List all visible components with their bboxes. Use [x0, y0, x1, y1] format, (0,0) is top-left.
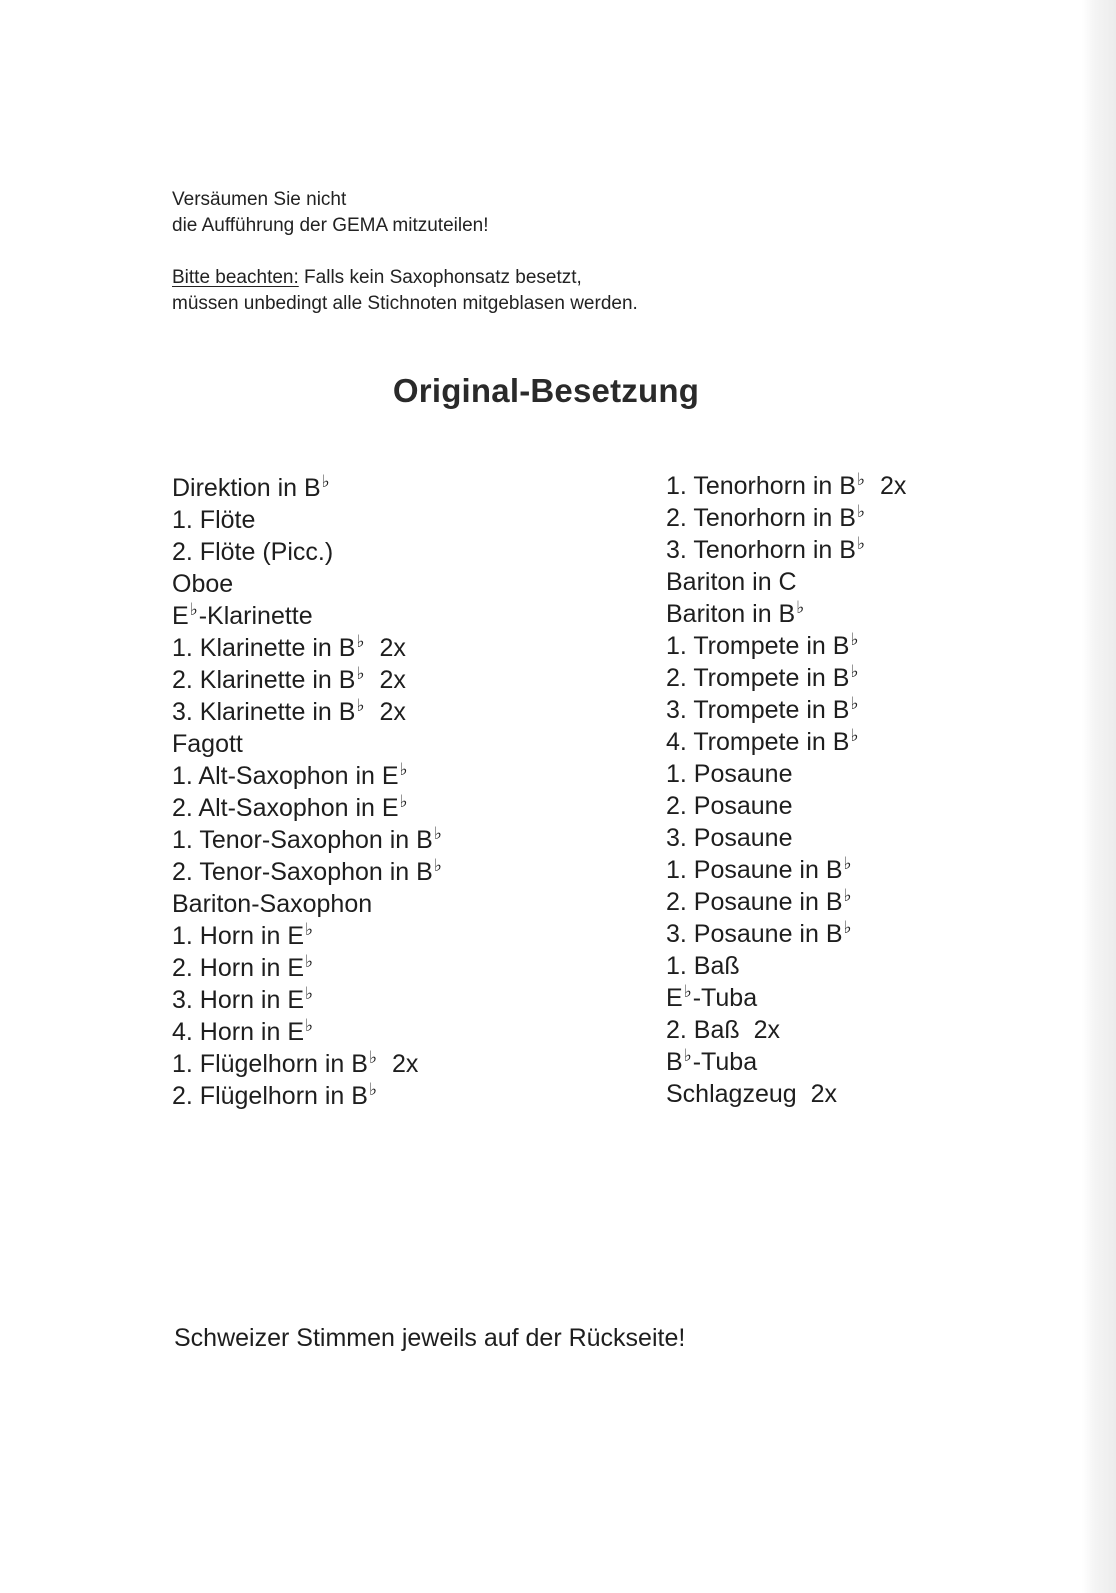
instrument-name: 2. Alt-Saxophon in E	[172, 794, 399, 822]
instrument-name: 1. Horn in E	[172, 922, 305, 950]
instrument-part	[666, 630, 906, 662]
saxophone-note-label: Bitte beachten:	[172, 267, 299, 288]
flat-symbol: ♭	[843, 886, 852, 905]
instrument-part	[666, 1046, 906, 1078]
instrument-name: 4. Trompete in B	[666, 728, 850, 756]
flat-symbol: ♭	[305, 952, 314, 971]
flat-symbol: ♭	[368, 1080, 377, 1099]
flat-symbol: ♭	[305, 920, 314, 939]
flat-symbol: ♭	[433, 856, 442, 875]
instrument-name: 2. Flügelhorn in B	[172, 1082, 368, 1110]
instrument-part	[666, 470, 906, 502]
instrument-part	[172, 728, 443, 760]
instrument-list-left	[172, 472, 443, 1112]
instrument-name: Fagott	[172, 730, 243, 758]
instrument-part	[666, 918, 906, 950]
instrument-name: 1. Tenorhorn in B	[666, 472, 856, 500]
flat-symbol: ♭	[850, 726, 859, 745]
instrument-part	[666, 822, 906, 854]
instrument-name: Schlagzeug	[666, 1080, 797, 1108]
flat-symbol: ♭	[356, 696, 365, 715]
flat-symbol: ♭	[305, 1016, 314, 1035]
instrument-name: 3. Posaune in B	[666, 920, 843, 948]
instrument-part	[666, 662, 906, 694]
flat-symbol: ♭	[321, 472, 330, 491]
instrument-name: 2. Posaune in B	[666, 888, 843, 916]
instrument-part	[172, 760, 443, 792]
instrument-part	[666, 598, 906, 630]
instrument-name: 1. Tenor-Saxophon in B	[172, 826, 433, 854]
flat-symbol: ♭	[356, 664, 365, 683]
instrument-name: 1. Trompete in B	[666, 632, 850, 660]
flat-symbol: ♭	[399, 792, 408, 811]
instrument-name: 2. Posaune	[666, 792, 793, 820]
instrument-part	[172, 536, 443, 568]
instrument-name: 1. Baß	[666, 952, 740, 980]
instrument-part	[666, 886, 906, 918]
saxophone-note-text: Falls kein Saxophonsatz besetzt,	[298, 267, 582, 288]
flat-symbol: ♭	[843, 918, 852, 937]
instrument-part	[172, 504, 443, 536]
flat-symbol: ♭	[850, 662, 859, 681]
instrument-name: Direktion in B	[172, 474, 321, 502]
saxophone-note	[172, 265, 638, 317]
flat-symbol: ♭	[368, 1048, 377, 1067]
instrument-part	[666, 726, 906, 758]
instrument-name-suffix: -Tuba	[692, 1048, 758, 1076]
footer-note: Schweizer Stimmen jeweils auf der Rückseite!	[174, 1324, 686, 1352]
instrument-name: 2. Trompete in B	[666, 664, 850, 692]
part-count: 2x	[379, 634, 406, 662]
instrument-name: Oboe	[172, 570, 234, 598]
instrument-name: 2. Klarinette in B	[172, 666, 356, 694]
page-edge-shadow	[1082, 0, 1116, 1593]
instrument-list-right	[666, 470, 906, 1110]
instrument-part	[666, 950, 906, 982]
flat-symbol: ♭	[683, 1046, 692, 1065]
instrument-part	[666, 566, 906, 598]
gema-notice-line-1: Versäumen Sie nicht	[172, 189, 347, 210]
instrument-part	[172, 664, 443, 696]
instrument-name: 2. Flöte (Picc.)	[172, 538, 334, 566]
instrument-part	[172, 824, 443, 856]
instrument-name: 1. Posaune	[666, 760, 793, 788]
instrument-name: 1. Posaune in B	[666, 856, 843, 884]
instrument-part	[666, 534, 906, 566]
instrument-part	[666, 982, 906, 1014]
instrument-part	[666, 854, 906, 886]
instrument-part	[172, 472, 443, 504]
instrument-name: 3. Trompete in B	[666, 696, 850, 724]
saxophone-note-line-1	[172, 265, 638, 291]
flat-symbol: ♭	[305, 984, 314, 1003]
instrument-name: 3. Horn in E	[172, 986, 305, 1014]
instrument-name: Bariton-Saxophon	[172, 890, 373, 918]
instrument-name-suffix: -Klarinette	[198, 602, 313, 630]
part-count: 2x	[391, 1050, 419, 1078]
flat-symbol: ♭	[189, 600, 198, 619]
instrument-part	[172, 792, 443, 824]
instrument-name: 2. Baß	[666, 1016, 740, 1044]
instrument-part	[172, 1048, 443, 1080]
instrument-name: 1. Klarinette in B	[172, 634, 356, 662]
flat-symbol: ♭	[850, 630, 859, 649]
flat-symbol: ♭	[433, 824, 442, 843]
instrument-part	[172, 600, 443, 632]
instrument-part	[666, 502, 906, 534]
instrument-part	[172, 920, 443, 952]
instrument-part	[172, 696, 443, 728]
part-count: 2x	[753, 1016, 781, 1044]
instrument-name: 3. Posaune	[666, 824, 793, 852]
part-count: 2x	[379, 698, 406, 726]
instrument-name-suffix: -Tuba	[692, 984, 758, 1012]
instrument-part	[666, 1014, 906, 1046]
instrument-part	[172, 632, 443, 664]
instrument-name: 3. Klarinette in B	[172, 698, 356, 726]
flat-symbol: ♭	[683, 982, 692, 1001]
flat-symbol: ♭	[856, 502, 865, 521]
instrument-name: Bariton in B	[666, 600, 796, 628]
gema-notice	[172, 187, 489, 239]
instrument-name: 2. Tenorhorn in B	[666, 504, 856, 532]
instrument-name: E	[666, 984, 683, 1012]
flat-symbol: ♭	[356, 632, 365, 651]
instrument-name: Bariton in C	[666, 568, 797, 596]
flat-symbol: ♭	[850, 694, 859, 713]
instrument-part	[172, 984, 443, 1016]
flat-symbol: ♭	[399, 760, 408, 779]
instrument-part	[172, 1080, 443, 1112]
instrument-part	[666, 790, 906, 822]
instrument-part	[172, 856, 443, 888]
instrument-part	[172, 1016, 443, 1048]
instrument-name: 2. Horn in E	[172, 954, 305, 982]
instrument-name: E	[172, 602, 189, 630]
instrument-name: 1. Alt-Saxophon in E	[172, 762, 399, 790]
instrument-name: 1. Flöte	[172, 506, 256, 534]
instrument-part	[666, 694, 906, 726]
instrument-part	[172, 952, 443, 984]
flat-symbol: ♭	[843, 854, 852, 873]
part-count: 2x	[810, 1080, 838, 1108]
part-count: 2x	[879, 472, 907, 500]
instrument-name: 1. Flügelhorn in B	[172, 1050, 368, 1078]
instrument-part	[172, 888, 443, 920]
part-count: 2x	[379, 666, 406, 694]
instrument-part	[666, 758, 906, 790]
page-title: Original-Besetzung	[392, 372, 700, 409]
instrument-name: 3. Tenorhorn in B	[666, 536, 856, 564]
saxophone-note-line-2: müssen unbedingt alle Stichnoten mitgeblasen werden.	[172, 293, 638, 314]
instrument-name: 4. Horn in E	[172, 1018, 305, 1046]
gema-notice-line-2: die Aufführung der GEMA mitzuteilen!	[172, 215, 489, 236]
instrument-name: 2. Tenor-Saxophon in B	[172, 858, 433, 886]
flat-symbol: ♭	[796, 598, 805, 617]
instrument-part	[666, 1078, 906, 1110]
flat-symbol: ♭	[856, 470, 865, 489]
instrument-name: B	[666, 1048, 683, 1076]
instrument-part	[172, 568, 443, 600]
flat-symbol: ♭	[856, 534, 865, 553]
